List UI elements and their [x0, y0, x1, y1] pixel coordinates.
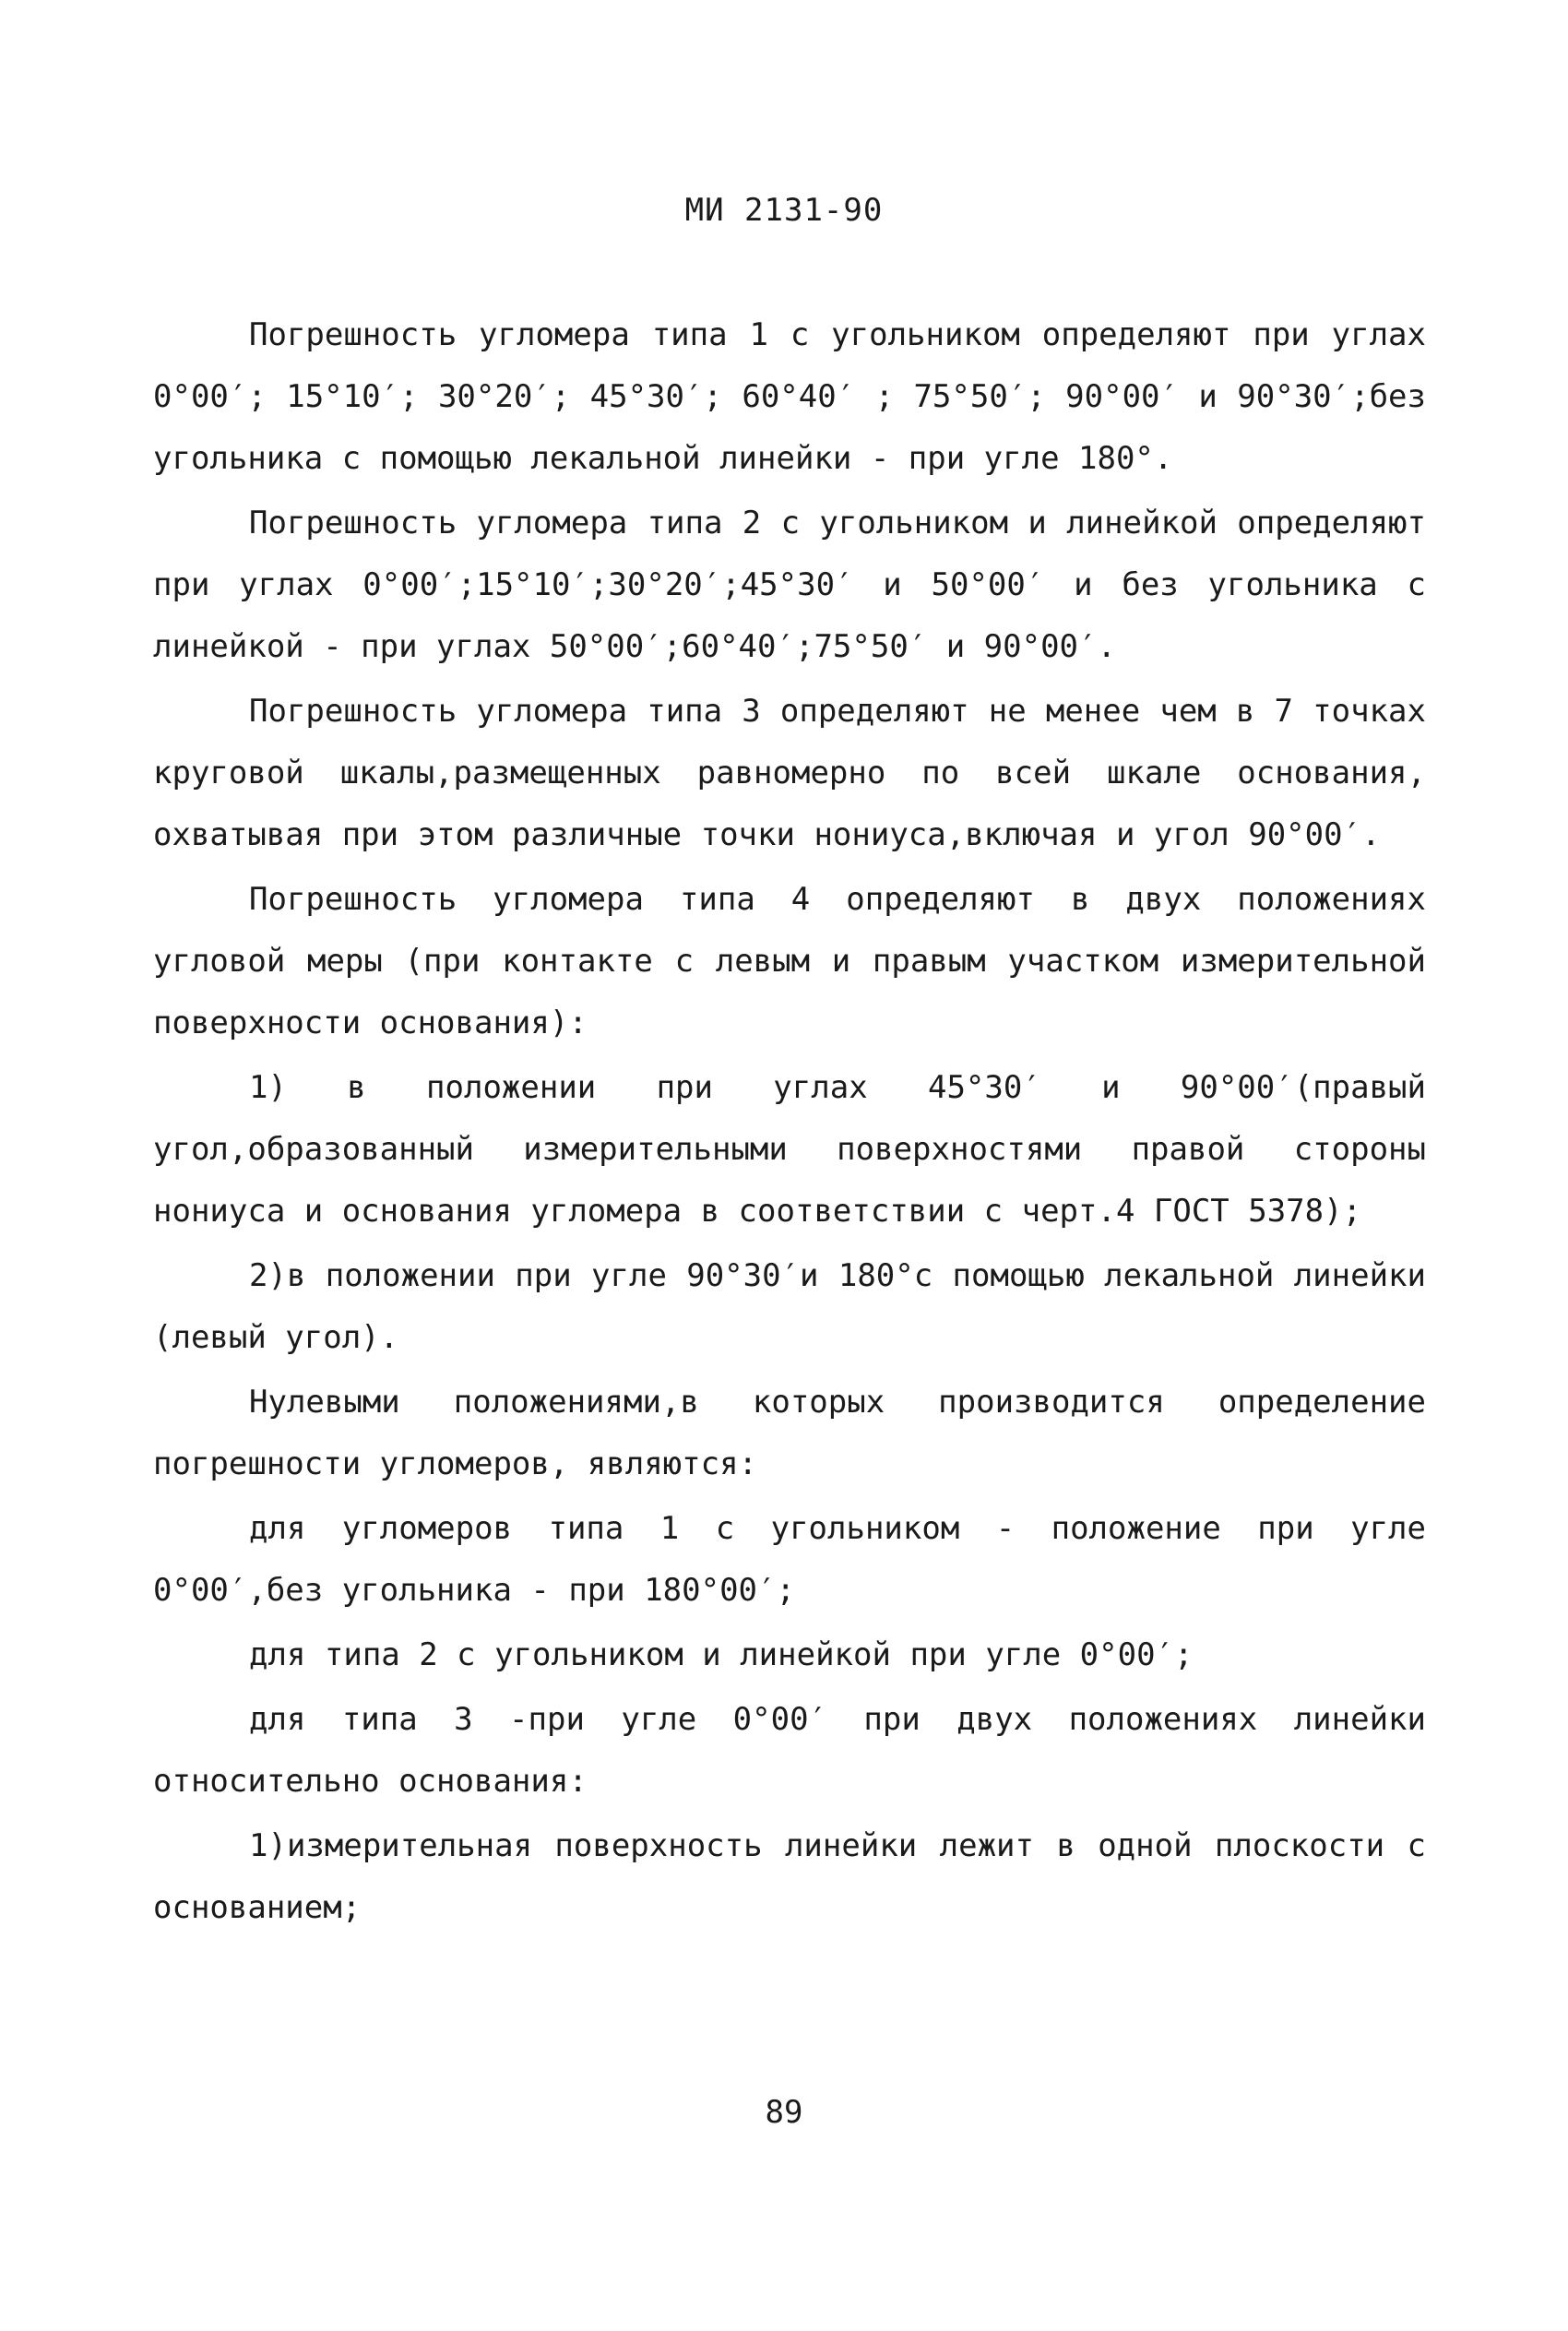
- paragraph-zero-type1: для угломеров типа 1 с угольником - положение при угле 0°00′,без угольника - при 180°00′;: [153, 1510, 1426, 1609]
- document-code-header: МИ 2131-90: [684, 192, 884, 229]
- paragraph-type2-error: Погрешность угломера типа 2 с угольником и линейкой определяют при углах 0°00′;15°10′;30°20′;45°30′ и 50°00′ и без угольника с линейкой - при углах 50°00′;60°40′;75°50′ и 90°00′.: [153, 505, 1426, 665]
- paragraph-type3-error: Погрешность угломера типа 3 определяют не менее чем в 7 точках круговой шкалы,размещенных равномерно по всей шкале основания, охватывая при этом различные точки нониуса,включая и угол 90°00′.: [153, 693, 1426, 853]
- page-number: 89: [765, 2094, 803, 2131]
- list-item-position-2: 2)в положении при угле 90°30′и 180°с помощью лекальной линейки (левый угол).: [153, 1257, 1426, 1356]
- paragraph-type4-error: Погрешность угломера типа 4 определяют в двух положениях угловой меры (при контакте с левым и правым участком измерительной поверхности основания):: [153, 881, 1426, 1041]
- paragraph-zero-type2: для типа 2 с угольником и линейкой при угле 0°00′;: [249, 1636, 1194, 1673]
- paragraph-zero-type3: для типа 3 -при угле 0°00′ при двух положениях линейки относительно основания:: [153, 1701, 1426, 1800]
- paragraph-zero-positions: Нулевыми положениями,в которых производится определение погрешности угломеров, являются:: [153, 1384, 1426, 1482]
- list-item-position-1: 1) в положении при углах 45°30′ и 90°00′(правый угол,образованный измерительными поверхностями правой стороны нониуса и основания угломера в соответствии с черт.4 ГОСТ 5378);: [153, 1069, 1426, 1230]
- list-item-surface-plane: 1)измерительная поверхность линейки лежит в одной плоскости с основанием;: [153, 1827, 1426, 1926]
- document-body: [153, 304, 1426, 1942]
- paragraph-type1-error: Погрешность угломера типа 1 с угольником определяют при углах 0°00′; 15°10′; 30°20′; 45°30′; 60°40′ ; 75°50′; 90°00′ и 90°30′;без угольника с помощью лекальной линейки - при угле 180°.: [153, 316, 1426, 477]
